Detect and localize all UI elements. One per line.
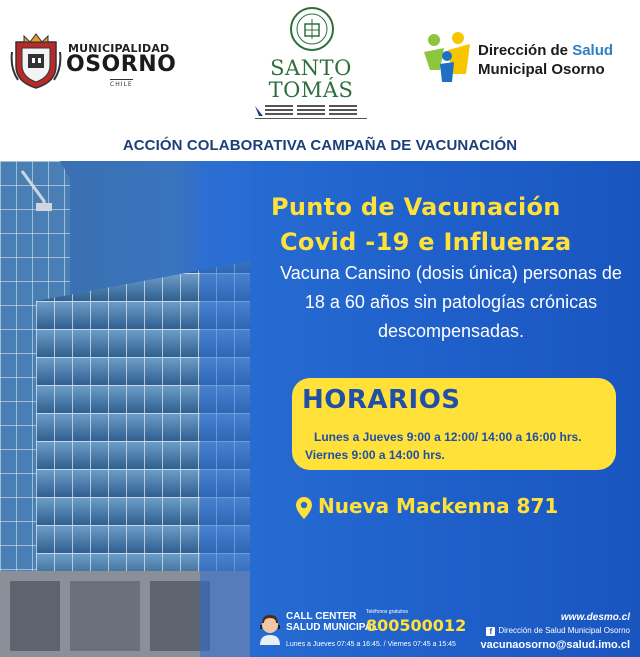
headline-line1: Punto de Vacunación: [271, 193, 561, 221]
salud-municipal-label: SALUD MUNICIPAL: [286, 622, 379, 633]
location-pin-icon: [296, 497, 312, 519]
phone-number: 800500012: [366, 616, 467, 635]
website-link: www.desmo.cl: [560, 612, 630, 623]
salud-line1: [478, 42, 613, 59]
facebook-icon: f: [486, 627, 495, 636]
hours-title: HORARIOS: [302, 385, 461, 415]
vaccine-description: [262, 259, 640, 346]
santo-label: SANTO: [270, 56, 352, 80]
santo-tomas-seal-icon: [289, 6, 335, 52]
header-logos: [0, 0, 640, 128]
osorno-crest-icon: [10, 32, 62, 90]
tomas-label: TOMÁS: [268, 78, 354, 102]
free-phones-label: Teléfonos gratuitos: [366, 609, 408, 615]
email-address: vacunaosorno@salud.imo.cl: [480, 639, 630, 651]
call-center-label: CALL CENTER: [286, 611, 357, 622]
salud-line2: Municipal Osorno: [478, 61, 605, 78]
hours-weekdays: Lunes a Jueves 9:00 a 12:00/ 14:00 a 16:00 hrs.: [314, 430, 582, 444]
municipalidad-label: MUNICIPALIDAD: [68, 42, 170, 55]
campaign-title: ACCIÓN COLABORATIVA CAMPAÑA DE VACUNACIÓN: [122, 137, 518, 154]
description-line: 18 a 60 años sin patologías crónicas: [304, 292, 598, 312]
hours-friday: Viernes 9:00 a 14:00 hrs.: [305, 448, 445, 462]
building-photo: [0, 161, 250, 657]
chile-label: CHILE: [110, 81, 133, 88]
osorno-label: OSORNO: [66, 52, 177, 77]
description-line: descompensadas.: [377, 321, 525, 341]
hero-panel: [0, 161, 640, 657]
hours-box: [292, 378, 616, 470]
santo-tomas-logo: [255, 6, 367, 116]
description-line: Vacuna Cansino (dosis única) personas de: [280, 263, 622, 283]
facebook-page: [486, 626, 630, 636]
headline-line2: Covid -19 e Influenza: [280, 228, 572, 256]
salud-accent: Salud: [572, 42, 614, 59]
direccion-salud-logo: [420, 30, 630, 90]
municipalidad-osorno-logo: [10, 32, 180, 92]
footer: [256, 609, 640, 657]
people-figures-icon: [420, 30, 474, 86]
accreditation-strip-icon: [255, 102, 367, 120]
facebook-page-name: Dirección de Salud Municipal Osorno: [498, 626, 630, 635]
address-text: Nueva Mackenna 871: [318, 494, 559, 518]
call-center-hours: Lunes a Jueves 07:45 a 16:45. / Viernes 07:45 a 15:45: [286, 641, 456, 648]
salud-prefix: Dirección de: [478, 42, 573, 59]
call-center-agent-icon: [258, 613, 282, 645]
